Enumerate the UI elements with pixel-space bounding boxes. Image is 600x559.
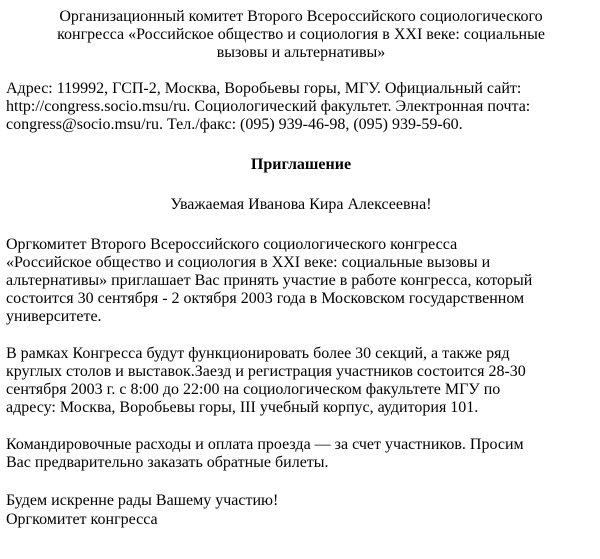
paragraph-line: круглых столов и выставок.Заезд и регистрация участников состоится 28-30 <box>6 363 526 380</box>
address-line: congress@socio.msu/ru. Тел./факс: (095) 939-46-98, (095) 939-59-60. <box>6 116 463 133</box>
letter-closing <box>6 491 596 529</box>
contact-address <box>6 80 596 134</box>
paragraph-line: Оргкомитет Второго Всероссийского социологического конгресса <box>6 236 458 253</box>
letter-title: Приглашение <box>250 156 352 173</box>
paragraph-invitation <box>6 236 596 326</box>
greeting: Уважаемая Иванова Кира Алексеевна! <box>170 196 432 213</box>
paragraph-line: Вас предварительно заказать обратные билеты. <box>6 454 329 471</box>
paragraph-line: «Российское общество и социология в XXI веке: социальные вызовы и <box>6 254 491 271</box>
letter-header <box>6 8 596 62</box>
address-line: http://congress.socio.msu/ru. Социологический факультет. Электронная почта: <box>6 98 531 115</box>
address-line: Адрес: 119992, ГСП-2, Москва, Воробьевы горы, МГУ. Официальный сайт: <box>6 80 522 97</box>
header-line: Организационный комитет Второго Всероссийского социологического <box>59 8 543 25</box>
paragraph-line: состоится 30 сентября - 2 октября 2003 года в Московском государственном <box>6 290 525 307</box>
paragraph-line: В рамках Конгресса будут функционировать более 30 секций, а также ряд <box>6 345 510 362</box>
closing-line: Будем искренне рады Вашему участию! <box>6 492 279 509</box>
paragraph-line: альтернативы» приглашает Вас принять участие в работе конгресса, который <box>6 272 533 289</box>
signature-line: Оргкомитет конгресса <box>6 511 158 528</box>
paragraph-expenses <box>6 436 596 472</box>
paragraph-line: сентября 2003 г. с 8:00 до 22:00 на социологическом факультете МГУ по <box>6 381 501 398</box>
paragraph-line: адресу: Москва, Воробьевы горы, III учебный корпус, аудитория 101. <box>6 399 479 416</box>
header-line: вызовы и альтернативы» <box>216 44 386 61</box>
paragraph-line: университете. <box>6 308 102 325</box>
paragraph-program <box>6 345 596 417</box>
header-line: конгресса «Российское общество и социология в XXI веке: социальные <box>57 26 545 43</box>
paragraph-line: Командировочные расходы и оплата проезда — за счет участников. Просим <box>6 436 524 453</box>
